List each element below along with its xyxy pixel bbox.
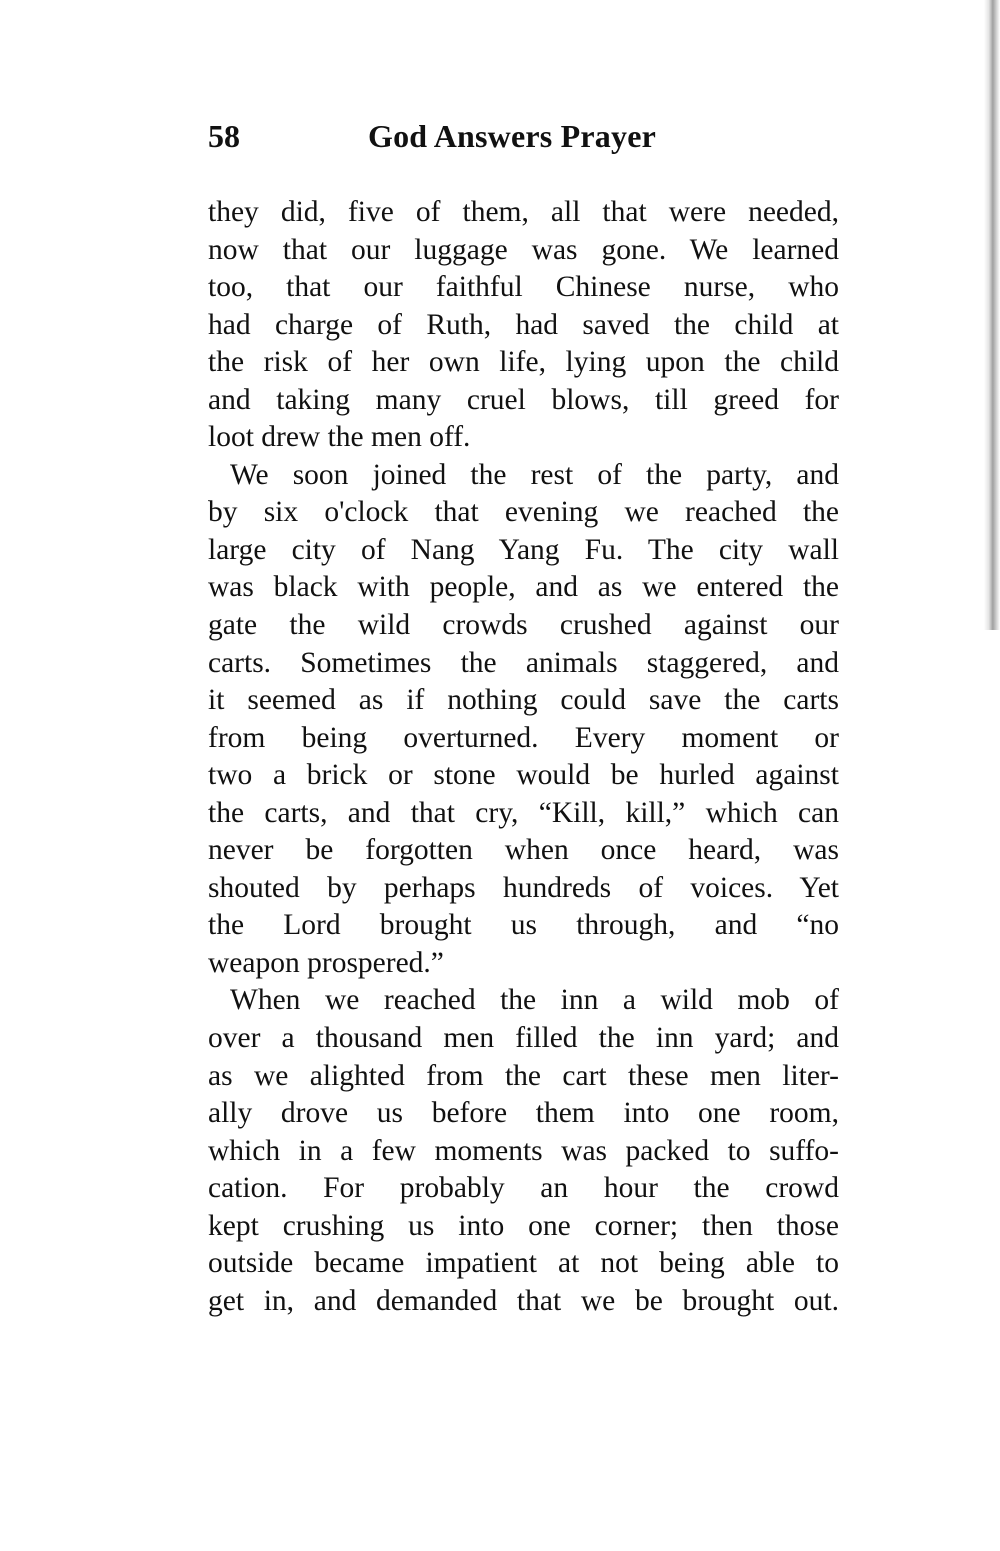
text-line: shouted by perhaps hundreds of voices. Yet [208,871,839,904]
text-line: gate the wild crowds crushed against our [208,609,839,642]
text-line: too, that our faithful Chinese nurse, who [208,271,839,304]
paragraph-first-line: We soon joined the rest of the party, and [230,458,839,491]
running-title: God Answers Prayer [368,118,657,154]
running-header [208,118,848,162]
text-line: the carts, and that cry, “Kill, kill,” which can [208,796,839,829]
text-line: two a brick or stone would be hurled against [208,759,839,792]
text-line: get in, and demanded that we be brought out. [208,1284,839,1317]
text-line: over a thousand men filled the inn yard; and [208,1022,839,1055]
text-line: and taking many cruel blows, till greed for [208,383,839,416]
text-line: outside became impatient at not being able to [208,1247,839,1280]
text-line: large city of Nang Yang Fu. The city wall [208,533,839,566]
text-line: carts. Sometimes the animals staggered, and [208,646,839,679]
text-line: they did, five of them, all that were needed, [208,196,839,228]
text-line: cation. For probably an hour the crowd [208,1172,839,1205]
body-text [208,194,839,1320]
text-line: loot drew the men off. [208,421,471,454]
text-line: the risk of her own life, lying upon the child [208,346,839,379]
text-line: now that our luggage was gone. We learned [208,233,839,266]
text-line: which in a few moments was packed to suffo- [208,1134,839,1167]
text-line: had charge of Ruth, had saved the child at [208,308,839,341]
text-line: weapon prospered.” [208,946,444,979]
text-line: ally drove us before them into one room, [208,1097,839,1130]
text-line: kept crushing us into one corner; then those [208,1209,839,1242]
text-line: it seemed as if nothing could save the carts [208,684,839,717]
scan-page-edge [984,0,1000,630]
text-line: the Lord brought us through, and “no [208,909,839,942]
text-line: as we alighted from the cart these men liter- [208,1059,839,1092]
text-line: was black with people, and as we entered the [208,571,839,604]
text-line: never be forgotten when once heard, was [208,834,839,867]
paragraph-first-line: When we reached the inn a wild mob of [230,984,839,1017]
text-line: by six o'clock that evening we reached the [208,496,839,529]
page-number: 58 [208,118,240,154]
text-line: from being overturned. Every moment or [208,721,839,754]
